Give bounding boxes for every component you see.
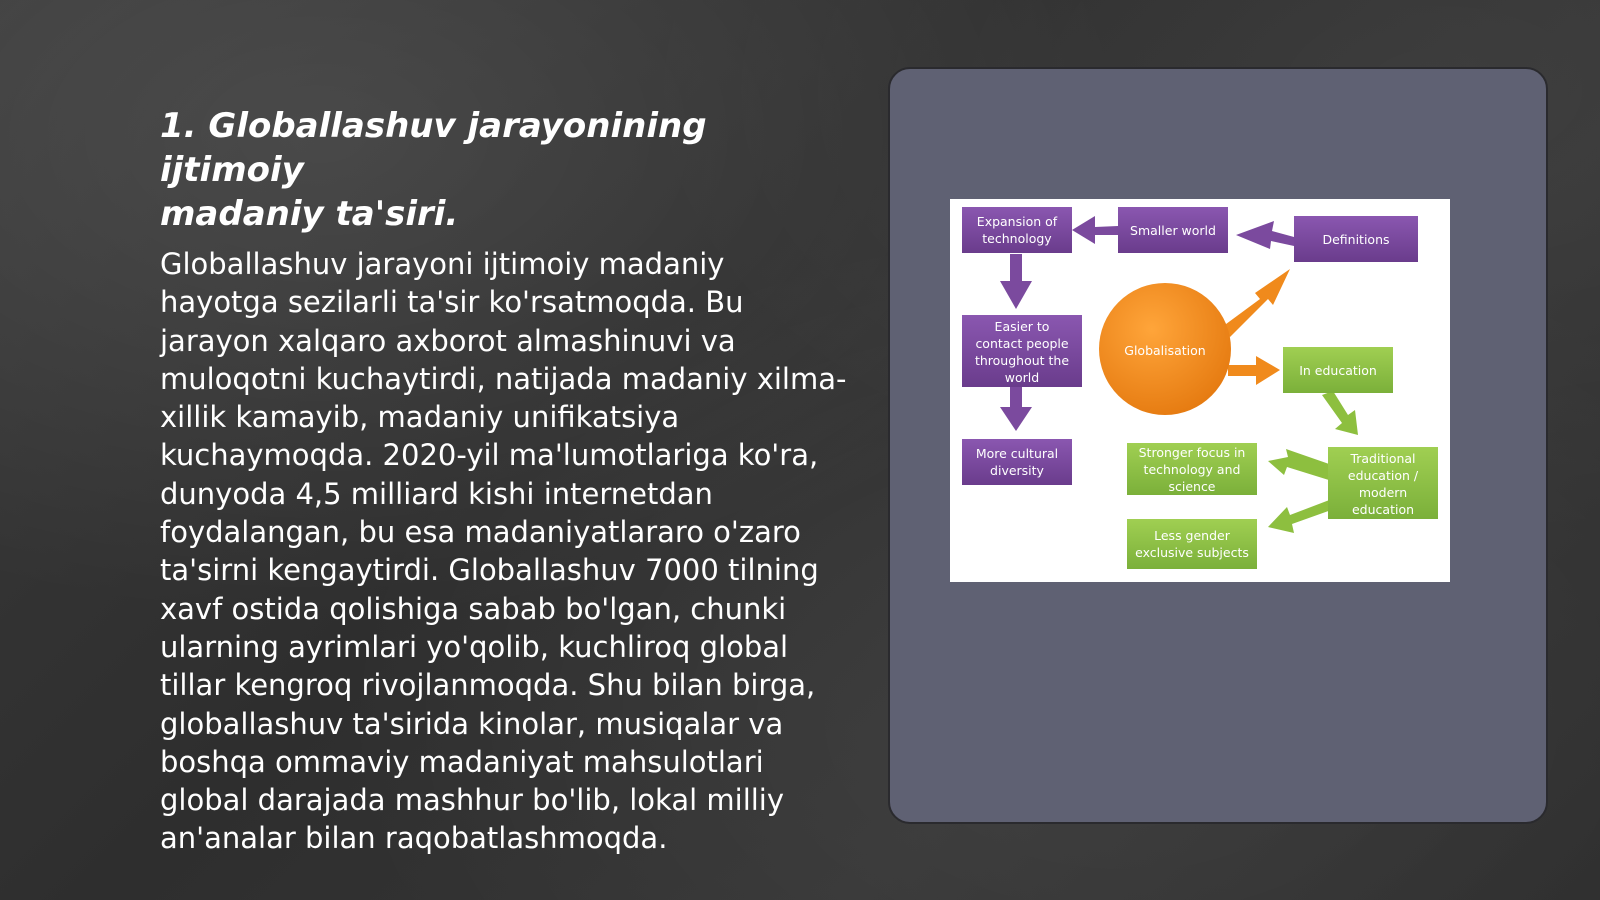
- svg-text:diversity: diversity: [990, 463, 1044, 478]
- svg-text:More cultural: More cultural: [975, 446, 1059, 461]
- svg-text:world: world: [1004, 370, 1040, 385]
- svg-text:contact people: contact people: [975, 336, 1069, 351]
- svg-text:Less gender: Less gender: [1154, 528, 1230, 543]
- title-line-2: madaniy ta'siri.: [160, 194, 459, 234]
- svg-text:Smaller world: Smaller world: [1130, 223, 1216, 238]
- svg-text:science: science: [1168, 479, 1216, 494]
- title-line-1: 1. Globallashuv jarayonining ijtimoiy: [160, 106, 707, 190]
- arrow-globalisation-up-right: [1222, 269, 1290, 337]
- globalisation-diagram: [950, 199, 1450, 582]
- svg-text:education: education: [1351, 502, 1415, 517]
- arrow-smaller-to-expansion: [1072, 216, 1118, 244]
- arrow-easier-down: [1000, 385, 1032, 431]
- svg-text:modern: modern: [1358, 485, 1408, 500]
- slide-body-text: Globallashuv jarayoni ijtimoiy madaniy hayotga sezilarli ta'sir ko'rsatmoqda. Bu jarayon xalqaro axborot almashinuvi va muloqotni kuchaytirdi, natijada madaniy xilma-xillik kamayib, madaniy unifikatsiya kuchaymoqda. 2020-yil ma'lumotlariga ko'ra, dunyoda 4,5 milliard kishi internetdan foydalangan, bu esa madaniyatlararo o'zaro ta'sirni kengaytirdi. Globallashuv 7000 tilning xavf ostida qolishiga sabab bo'lgan, chunki ularning ayrimlari yo'qolib, kuchliroq global tillar kengroq rivojlanmoqda. Shu bilan birga, globallashuv ta'sirida kinolar, musiqalar va boshqa ommaviy madaniyat mahsulotlari global darajada mashhur bo'lib, lokal milliy an'analar bilan raqobatlashmoqda.: [160, 247, 847, 856]
- svg-text:technology and: technology and: [1143, 462, 1241, 477]
- svg-text:Traditional: Traditional: [1350, 451, 1416, 466]
- svg-text:In education: In education: [1299, 363, 1377, 378]
- arrow-definitions-to-smaller: [1236, 221, 1294, 249]
- box-gender-subjects: [1127, 519, 1257, 569]
- svg-text:education /: education /: [1347, 468, 1419, 483]
- slide-title: [160, 104, 850, 236]
- diagram-svg: [950, 199, 1450, 582]
- arrow-traditional-to-stronger: [1268, 449, 1332, 481]
- svg-text:Expansion of: Expansion of: [976, 214, 1058, 229]
- arrow-education-down: [1322, 391, 1358, 435]
- svg-text:Definitions: Definitions: [1322, 232, 1390, 247]
- arrow-expansion-down: [1000, 254, 1032, 309]
- arrow-traditional-to-gender: [1268, 499, 1334, 533]
- globalisation-label: Globalisation: [1124, 343, 1206, 358]
- svg-text:Stronger focus in: Stronger focus in: [1138, 445, 1246, 460]
- svg-text:Easier to: Easier to: [994, 319, 1050, 334]
- svg-text:technology: technology: [982, 231, 1052, 246]
- svg-text:throughout the: throughout the: [974, 353, 1070, 368]
- svg-text:exclusive subjects: exclusive subjects: [1135, 545, 1249, 560]
- arrow-globalisation-right: [1228, 356, 1280, 385]
